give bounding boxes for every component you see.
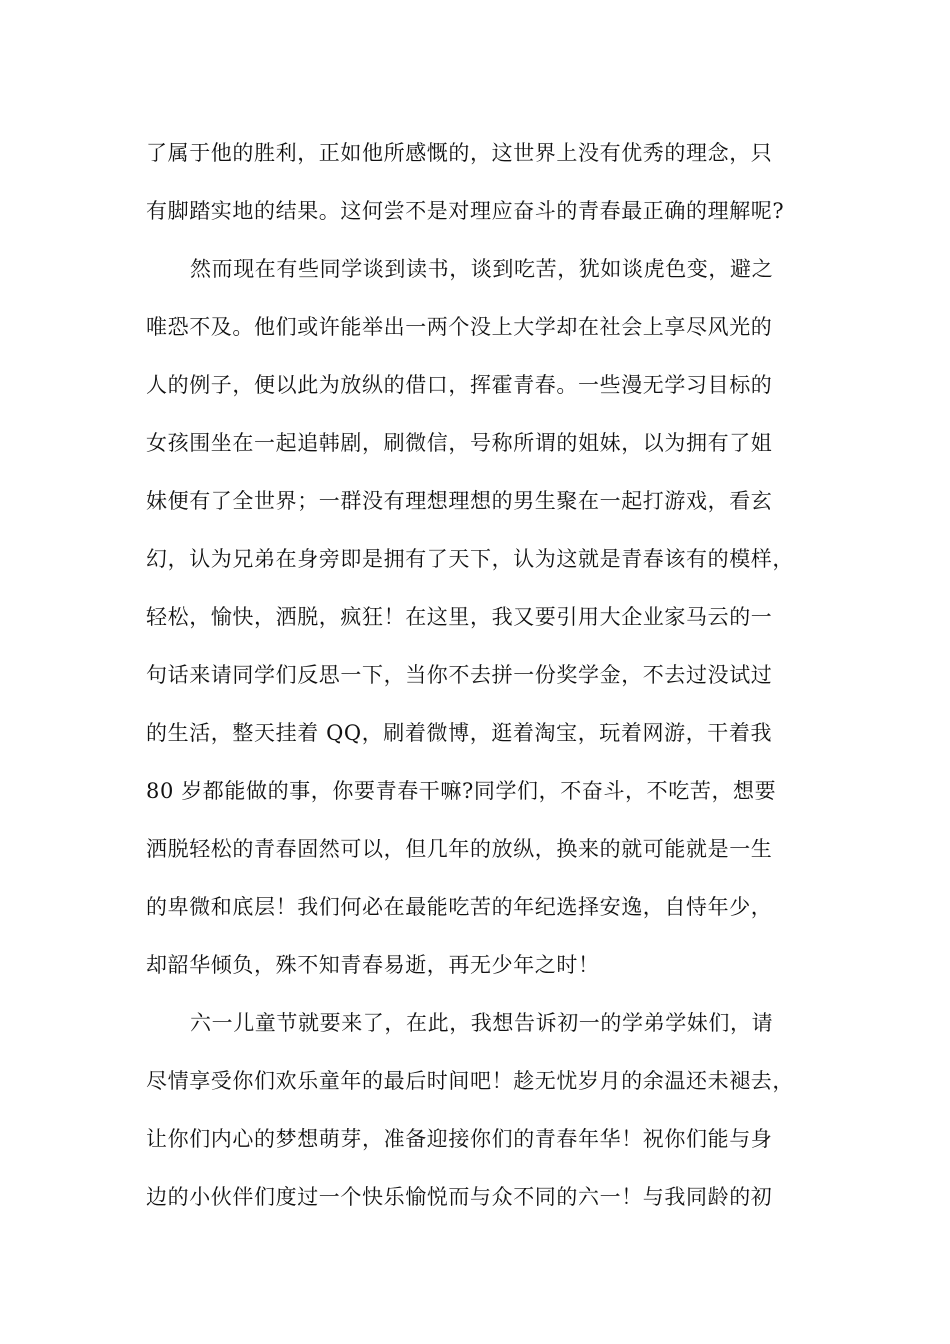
text-line: 有脚踏实地的结果。这何尝不是对理应奋斗的青春最正确的理解呢?	[146, 199, 785, 223]
text-line: 的卑微和底层！我们何必在最能吃苦的年纪选择安逸，自恃年少，	[146, 895, 773, 919]
text-line: 尽情享受你们欢乐童年的最后时间吧！趁无忧岁月的余温还未褪去，	[146, 1069, 794, 1093]
text-line: 女孩围坐在一起追韩剧，刷微信，号称所谓的姐妹，以为拥有了姐	[146, 431, 773, 455]
text-line: 洒脱轻松的青春固然可以，但几年的放纵，换来的就可能就是一生	[146, 837, 773, 861]
text-line: 句话来请同学们反思一下，当你不去拼一份奖学金，不去过没试过	[146, 663, 773, 687]
paragraph	[146, 998, 826, 1230]
text-line: 然而现在有些同学谈到读书，谈到吃苦，犹如谈虎色变，避之	[190, 257, 774, 281]
text-line: 幻，认为兄弟在身旁即是拥有了天下，认为这就是青春该有的模样，	[146, 547, 794, 571]
text-line: 80 岁都能做的事，你要青春干嘛?同学们，不奋斗，不吃苦，想要	[146, 779, 777, 803]
text-line: 让你们内心的梦想萌芽，准备迎接你们的青春年华！祝你们能与身	[146, 1127, 773, 1151]
text-line: 人的例子，便以此为放纵的借口，挥霍青春。一些漫无学习目标的	[146, 373, 773, 397]
text-line: 妹便有了全世界；一群没有理想理想的男生聚在一起打游戏，看玄	[146, 489, 773, 513]
document-body	[146, 128, 826, 1230]
text-line: 轻松，愉快，洒脱，疯狂！在这里，我又要引用大企业家马云的一	[146, 605, 773, 629]
text-line: 唯恐不及。他们或许能举出一两个没上大学却在社会上享尽风光的	[146, 315, 773, 339]
paragraph	[146, 128, 826, 244]
text-line: 了属于他的胜利，正如他所感慨的，这世界上没有优秀的理念，只	[146, 141, 773, 165]
paragraph	[146, 244, 826, 998]
text-line: 边的小伙伴们度过一个快乐愉悦而与众不同的六一！与我同龄的初	[146, 1185, 773, 1209]
text-line: 六一儿童节就要来了，在此，我想告诉初一的学弟学妹们，请	[190, 1011, 774, 1035]
text-line: 却韶华倾负，殊不知青春易逝，再无少年之时！	[146, 953, 600, 977]
text-line: 的生活，整天挂着 QQ，刷着微博，逛着淘宝，玩着网游，干着我	[146, 721, 773, 745]
